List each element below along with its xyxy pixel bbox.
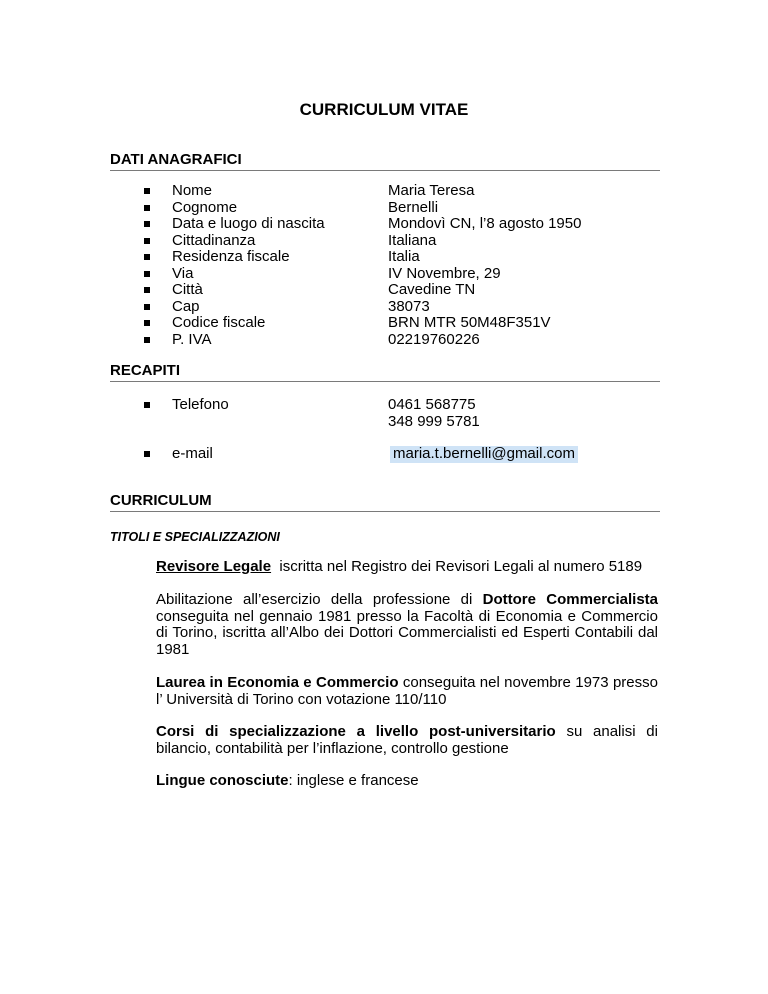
- paragraph-bold-term: Laurea in Economia e Commercio: [156, 674, 399, 691]
- section-heading-recapiti: RECAPITI: [110, 363, 660, 382]
- bullet-icon: [144, 337, 150, 343]
- paragraph-abilitazione: [156, 592, 658, 658]
- paragraph-bold-term: Dottore Commercialista: [482, 591, 658, 608]
- paragraph-laurea: [156, 675, 658, 708]
- bullet-icon: [144, 271, 150, 277]
- field-value: Mondovì CN, l’8 agosto 1950: [388, 215, 582, 232]
- bullet-icon: [144, 221, 150, 227]
- list-item: [144, 282, 664, 299]
- bullet-icon: [144, 402, 150, 408]
- paragraph-lingue: [156, 773, 658, 790]
- paragraph-bold-term: Corsi di specializzazione a livello post-universitario: [156, 723, 556, 740]
- list-item: [144, 233, 664, 250]
- field-value: Maria Teresa: [388, 182, 475, 199]
- bullet-icon: [144, 320, 150, 326]
- bullet-icon: [144, 205, 150, 211]
- list-item-telefono: [144, 397, 664, 430]
- field-label: P. IVA: [172, 330, 212, 348]
- bullet-icon: [144, 451, 150, 457]
- paragraph-text: Abilitazione all’esercizio della professione di: [156, 591, 483, 608]
- list-item-email: [144, 446, 664, 463]
- field-value: 02219760226: [388, 330, 480, 348]
- list-item: [144, 315, 664, 332]
- document-title: CURRICULUM VITAE: [299, 100, 469, 119]
- list-item: [144, 183, 664, 200]
- list-item: [144, 299, 664, 316]
- list-item: [144, 216, 664, 233]
- field-label: Data e luogo di nascita: [172, 215, 325, 232]
- list-item: [144, 200, 664, 217]
- bullet-icon: [144, 287, 150, 293]
- bullet-icon: [144, 304, 150, 310]
- field-label: Città: [172, 281, 203, 298]
- field-value: 38073: [388, 297, 430, 315]
- field-label: Cittadinanza: [172, 231, 256, 249]
- paragraph-text: su analisi di bilancio, contabilità per l’inflazione, controllo gestione: [156, 723, 658, 757]
- bullet-icon: [144, 254, 150, 260]
- field-label: Via: [172, 264, 194, 282]
- email-label: e-mail: [172, 445, 213, 462]
- field-value: Cavedine TN: [388, 281, 476, 298]
- field-label: Nome: [172, 182, 213, 199]
- field-value: IV Novembre, 29: [388, 264, 501, 282]
- paragraph-text: iscritta nel Registro dei Revisori Legali al numero 5189: [271, 558, 643, 575]
- email-link[interactable]: maria.t.bernelli@gmail.com: [390, 446, 578, 463]
- subheading-titoli-specializzazioni: TITOLI E SPECIALIZZAZIONI: [110, 530, 280, 544]
- paragraph-text: : inglese e francese: [288, 772, 419, 789]
- field-label: Residenza fiscale: [172, 248, 290, 265]
- paragraph-text: conseguita nel gennaio 1981 presso la Facoltà di Economia e Commercio di Torino, iscritta all’Albo dei Dottori Commercialisti ed Esperti Contabili dal 1981: [156, 607, 658, 658]
- bullet-icon: [144, 238, 150, 244]
- field-label: Codice fiscale: [172, 314, 266, 331]
- field-label: Cap: [172, 297, 200, 315]
- email-list: [144, 446, 664, 463]
- telefono-value-1: 0461 568775: [388, 396, 476, 413]
- field-value: Bernelli: [388, 198, 439, 216]
- bullet-icon: [144, 188, 150, 194]
- paragraph-text: conseguita nel novembre 1973 presso l’ Università di Torino con votazione 110/110: [156, 674, 658, 708]
- telefono-label: Telefono: [172, 396, 229, 413]
- section-heading-dati-anagrafici: DATI ANAGRAFICI: [110, 152, 660, 171]
- paragraph-bold-term: Revisore Legale: [156, 558, 272, 575]
- list-item: [144, 266, 664, 283]
- list-item: [144, 249, 664, 266]
- paragraph-bold-term: Lingue conosciute: [156, 772, 289, 789]
- field-label: Cognome: [172, 198, 238, 216]
- recapiti-list: [144, 397, 664, 430]
- field-value: BRN MTR 50M48F351V: [388, 314, 551, 331]
- paragraph-corsi: [156, 724, 658, 757]
- telefono-value-2: 348 999 5781: [388, 412, 480, 430]
- section-heading-curriculum: CURRICULUM: [110, 493, 660, 512]
- field-value: Italiana: [388, 231, 437, 249]
- list-item: [144, 332, 664, 349]
- field-value: Italia: [388, 248, 420, 265]
- paragraph-revisore-legale: [156, 559, 658, 576]
- dati-anagrafici-list: [144, 183, 664, 348]
